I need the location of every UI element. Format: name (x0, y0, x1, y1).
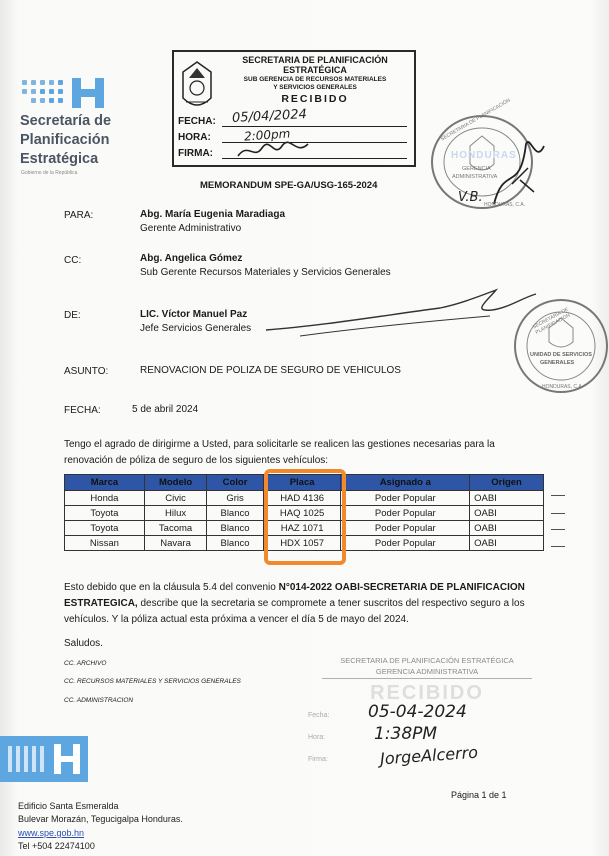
cell-modelo: Navara (144, 536, 206, 551)
cell-placa: HAZ 1071 (263, 521, 341, 536)
cell-asignado: Poder Popular (341, 536, 470, 551)
para-title: Gerente Administrativo (140, 223, 242, 234)
cc-title: Sub Gerente Recursos Materiales y Servicios Generales (140, 267, 391, 278)
cell-color: Blanco (207, 536, 263, 551)
col-marca: Marca (65, 475, 145, 491)
cc-value (140, 252, 391, 280)
seal1-line3: ADMINISTRATIVA (452, 174, 498, 180)
cell-asignado: Poder Popular (341, 506, 470, 521)
stamp2-firma-label: Firma: (308, 756, 328, 763)
footer-address2: Bulevar Morazán, Tegucigalpa Honduras. (18, 814, 183, 824)
stamp2-fecha-label: Fecha: (308, 712, 330, 719)
footer-phone: Tel +504 22474100 (18, 841, 95, 851)
cc-administracion: CC. ADMINISTRACION (64, 697, 134, 704)
stamp-hora-label: HORA: (178, 132, 211, 143)
closing-text-a: Esto debido que en la cláusula 5.4 del convenio (64, 582, 279, 593)
stamp2-rule (322, 678, 532, 679)
page-number: Página 1 de 1 (451, 790, 507, 800)
cell-placa: HAD 4136 (263, 491, 341, 506)
stamp-hora-handwritten: 2:00pm (243, 126, 291, 144)
logo-line2: Planificación (20, 132, 110, 148)
received-stamp-top (172, 50, 416, 167)
check-mark: — (551, 486, 565, 502)
intro-paragraph: Tengo el agrado de dirigirme a Usted, para solicitarle se realicen las gestiones necesarias para la renovación de póliza de seguro de los siguientes vehículos: (64, 439, 495, 466)
footer-logo-dots (8, 746, 48, 772)
cell-origen: OABI (470, 536, 544, 551)
cell-origen: OABI (470, 491, 544, 506)
cell-marca: Honda (65, 491, 145, 506)
logo-line3: Estratégica (20, 151, 99, 167)
seal1-initials: V.B. (458, 190, 483, 205)
col-asignado: Asignado a (341, 475, 470, 491)
stamp-received: RECIBIDO (281, 93, 349, 105)
cell-marca: Toyota (65, 521, 145, 536)
seal1-honduras: HONDURAS (451, 150, 517, 161)
check-mark: — (551, 520, 565, 536)
fecha-value: 5 de abril 2024 (132, 404, 199, 415)
cc-archivo: CC. ARCHIVO (64, 660, 107, 667)
seal2-line1: UNIDAD DE SERVICIOS (530, 352, 592, 358)
seal2-line2: GENERALES (540, 360, 575, 366)
footer-address1: Edificio Santa Esmeralda (18, 801, 119, 811)
stamp2-line1: SECRETARIA DE PLANIFICACIÓN ESTRATÉGICA (340, 656, 514, 665)
stamp2-hora-label: Hora: (308, 734, 326, 741)
stamp-sub-line1: SUB GERENCIA DE RECURSOS MATERIALES (243, 76, 387, 83)
cc-name: Abg. Angelica Gómez (140, 253, 243, 264)
cell-asignado: Poder Popular (341, 521, 470, 536)
stamp2-received: RECIBIDO (370, 682, 484, 704)
cell-modelo: Civic (144, 491, 206, 506)
logo-h-icon (72, 78, 104, 108)
cell-marca: Toyota (65, 506, 145, 521)
logo-name (20, 112, 111, 169)
stamp2-firma-handwritten: JorgeAlcerro (379, 742, 479, 769)
stamp-fecha-label: FECHA: (178, 116, 216, 127)
seal2-ring-text: SECRETARIA DE PLANIFICACIÓN (531, 306, 572, 336)
de-title: Jefe Servicios Generales (140, 323, 252, 334)
col-placa: Placa (263, 475, 341, 491)
para-value (140, 208, 285, 236)
seal1-line2: GERENCIA (462, 166, 491, 172)
col-origen: Origen (470, 475, 544, 491)
closing-text-agreement: N°014-2022 OABI-SECRETARIA DE PLANIFICACION ESTRATEGICA, (64, 582, 525, 609)
stamp-firma-label: FIRMA: (178, 148, 213, 159)
stamp2-fecha-handwritten: 05-04-2024 (368, 702, 467, 722)
stamp-title-line2: ESTRATÉGICA (283, 65, 347, 75)
col-modelo: Modelo (144, 475, 206, 491)
cell-color: Gris (207, 491, 263, 506)
website-link[interactable]: www.spe.gob.hn (18, 828, 85, 838)
stamp-fecha-line (222, 126, 407, 127)
stamp-title-line1: SECRETARIA DE PLANIFICACIÓN (242, 55, 388, 65)
para-name: Abg. María Eugenia Maradiaga (140, 209, 286, 220)
cell-modelo: Tacoma (144, 521, 206, 536)
cell-origen: OABI (470, 521, 544, 536)
stamp2-hora-handwritten: 1:38PM (374, 724, 438, 744)
logo-tagline: Gobierno de la República (21, 170, 78, 176)
de-value (140, 308, 251, 336)
memo-number: MEMORANDUM SPE-GA/USG-165-2024 (200, 180, 378, 191)
cell-placa: HAQ 1025 (263, 506, 341, 521)
placa-highlight-box (264, 469, 346, 565)
stamp-sub (220, 76, 410, 92)
stamp2-line2: GERENCIA ADMINISTRATIVA (375, 667, 479, 676)
de-signature-icon (260, 286, 540, 344)
asunto-label: ASUNTO: (64, 366, 109, 377)
stamp-signature-icon (234, 140, 314, 162)
cell-placa: HDX 1057 (263, 536, 341, 551)
cell-origen: OABI (470, 506, 544, 521)
received-stamp-bottom (308, 656, 532, 774)
seal1-line4: HONDURAS, C.A. (484, 202, 526, 208)
cc-recursos: CC. RECURSOS MATERIALES Y SERVICIOS GENERALES (64, 678, 241, 685)
fecha-label: FECHA: (64, 405, 101, 416)
de-name: LIC. Víctor Manuel Paz (140, 309, 248, 320)
cell-marca: Nissan (65, 536, 145, 551)
salutation: Saludos. (64, 638, 103, 649)
seal2-line3: HONDURAS, C.A. (542, 384, 584, 390)
check-mark: — (551, 537, 565, 553)
asunto-value: RENOVACION DE POLIZA DE SEGURO DE VEHICULOS (140, 365, 401, 376)
cell-color: Blanco (207, 521, 263, 536)
cell-asignado: Poder Popular (341, 491, 470, 506)
closing-text-c: describe que la secretaria se compromete a tener suscritos del respectivo seguro a los vehículos. Y la póliza actual esta próxima a vencer el día 5 de mayo del 2024. (64, 598, 525, 625)
logo-line1: Secretaría de (20, 113, 112, 129)
stamp-sub-line2: Y SERVICIOS GENERALES (273, 84, 357, 91)
para-label: PARA: (64, 210, 94, 221)
seal1-ring-text: SECRETARIA DE PLANIFICACIÓN (439, 97, 512, 143)
cell-color: Blanco (207, 506, 263, 521)
col-color: Color (207, 475, 263, 491)
cell-modelo: Hilux (144, 506, 206, 521)
de-label: DE: (64, 310, 81, 321)
coat-of-arms-icon (178, 58, 216, 116)
closing-paragraph (64, 580, 534, 628)
footer-h-icon (54, 744, 80, 774)
footer-web[interactable] (18, 827, 84, 839)
stamp-fecha-handwritten: 05/04/2024 (231, 107, 308, 126)
cc-label: CC: (64, 255, 82, 266)
stamp-title (220, 55, 410, 75)
check-mark: — (551, 504, 565, 520)
